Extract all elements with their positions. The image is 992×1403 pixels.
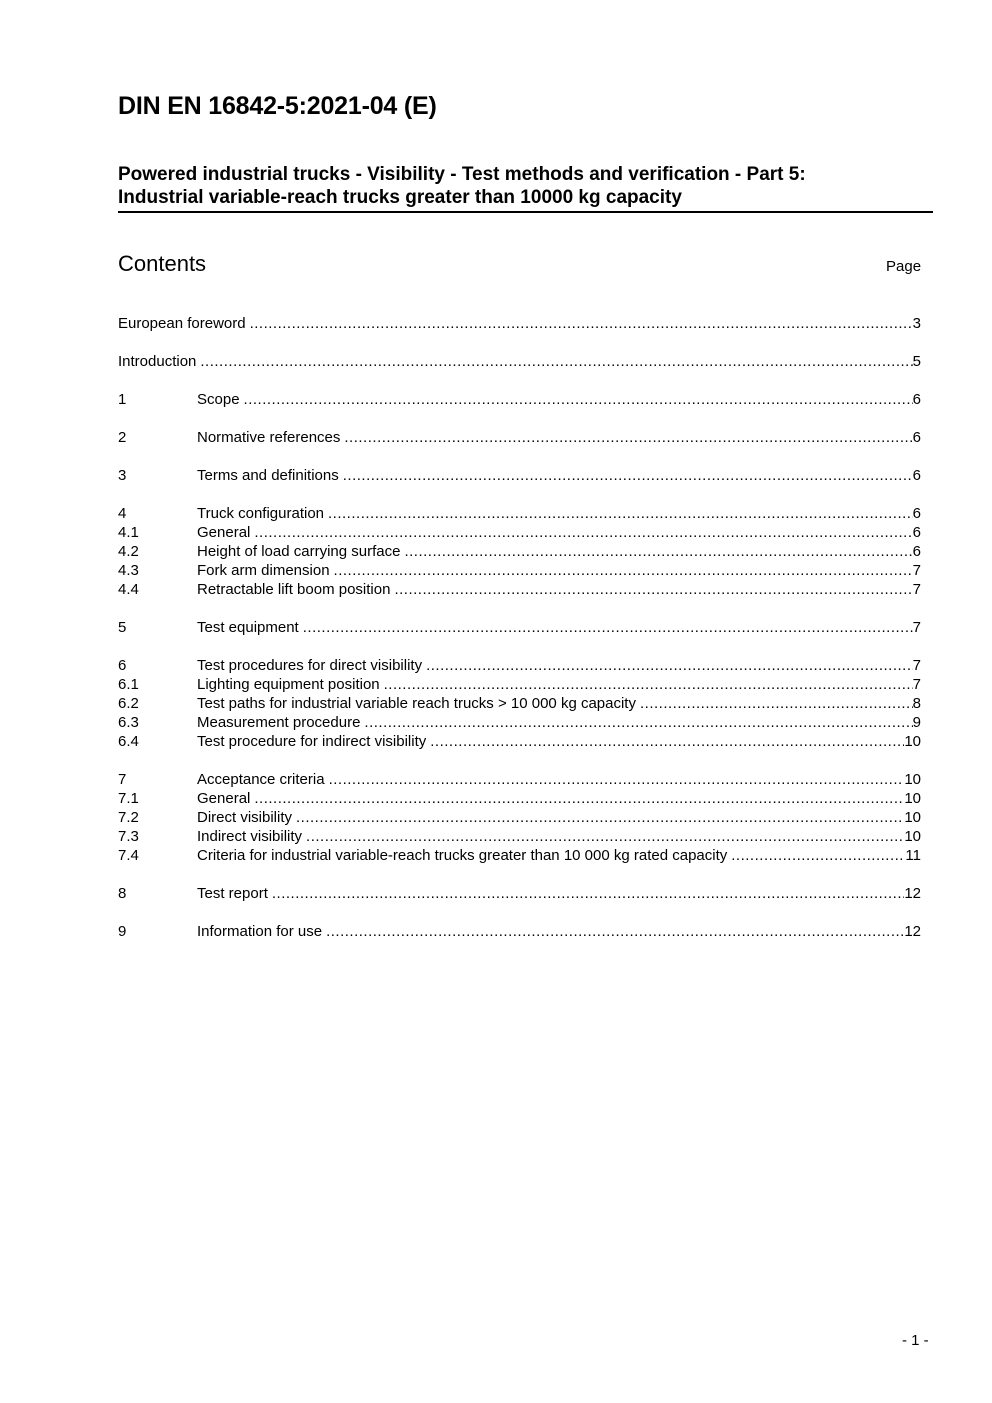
toc-entry-title: Terms and definitions xyxy=(197,467,339,484)
toc-entry[interactable] xyxy=(118,504,921,523)
toc-entry-number: 3 xyxy=(118,467,127,484)
toc-leader-dots xyxy=(200,352,912,371)
toc-entry-number: 2 xyxy=(118,429,127,446)
toc-entry-number: 7.4 xyxy=(118,847,139,864)
toc-entry[interactable] xyxy=(118,675,921,694)
toc-entry-title: Scope xyxy=(197,391,240,408)
toc-entry-page: 6 xyxy=(912,543,921,560)
toc-entry-number: 5 xyxy=(118,619,127,636)
toc-entry-title: Direct visibility xyxy=(197,809,293,826)
toc-entry-number: 1 xyxy=(118,391,127,408)
toc-entry[interactable] xyxy=(118,656,921,675)
toc-entry-number: 6.4 xyxy=(118,733,139,750)
toc-leader-dots xyxy=(343,466,913,485)
toc-leader-dots xyxy=(384,675,913,694)
toc-entry-number: 8 xyxy=(118,885,127,902)
toc-entry-title: Acceptance criteria xyxy=(197,771,325,788)
toc-leader-dots xyxy=(426,656,913,675)
toc-entry-title: Introduction xyxy=(118,353,197,370)
toc-entry[interactable] xyxy=(118,352,921,371)
toc-entry[interactable] xyxy=(118,428,921,447)
toc-leader-dots xyxy=(329,770,905,789)
toc-entry-page: 6 xyxy=(912,505,921,522)
toc-entry-page: 7 xyxy=(912,562,921,579)
toc-entry-page: 12 xyxy=(904,923,921,940)
toc-leader-dots xyxy=(364,713,912,732)
toc-entry[interactable] xyxy=(118,542,921,561)
toc-leader-dots xyxy=(250,314,913,333)
toc-leader-dots xyxy=(306,827,904,846)
toc-entry[interactable] xyxy=(118,390,921,409)
toc-entry[interactable] xyxy=(118,523,921,542)
toc-leader-dots xyxy=(404,542,912,561)
toc-entry-title: Measurement procedure xyxy=(197,714,361,731)
toc-leader-dots xyxy=(328,504,913,523)
toc-entry[interactable] xyxy=(118,922,921,941)
toc-leader-dots xyxy=(394,580,912,599)
toc-entry-number: 4.2 xyxy=(118,543,139,560)
contents-heading: Contents xyxy=(118,251,207,276)
toc-entry-number: 6.2 xyxy=(118,695,139,712)
toc-entry-page: 12 xyxy=(904,885,921,902)
toc-entry-page: 10 xyxy=(904,809,921,826)
toc-entry-number: 7.2 xyxy=(118,809,139,826)
toc-entry-page: 3 xyxy=(912,315,921,332)
toc-entry[interactable] xyxy=(118,846,921,865)
toc-entry[interactable] xyxy=(118,732,921,751)
toc-entry-title: Test procedures for direct visibility xyxy=(197,657,423,674)
toc-entry-number: 4.4 xyxy=(118,581,139,598)
toc-leader-dots xyxy=(272,884,904,903)
subtitle-line-1: Powered industrial trucks - Visibility - Test methods and verification - Part 5: xyxy=(118,164,806,185)
toc-entry-title: Retractable lift boom position xyxy=(197,581,391,598)
toc-leader-dots xyxy=(334,561,913,580)
toc-entry-page: 7 xyxy=(912,581,921,598)
toc-leader-dots xyxy=(254,789,904,808)
toc-entry-number: 4 xyxy=(118,505,127,522)
toc-entry-page: 8 xyxy=(912,695,921,712)
toc-entry-title: Information for use xyxy=(197,923,323,940)
toc-entry-number: 4.3 xyxy=(118,562,139,579)
toc-entry-title: Test equipment xyxy=(197,619,299,636)
table-of-contents xyxy=(118,314,921,941)
toc-entry-page: 10 xyxy=(904,828,921,845)
toc-entry-number: 4.1 xyxy=(118,524,139,541)
toc-entry-page: 5 xyxy=(912,353,921,370)
toc-entry-page: 7 xyxy=(912,657,921,674)
toc-leader-dots xyxy=(640,694,913,713)
toc-entry-title: Test procedure for indirect visibility xyxy=(197,733,427,750)
toc-leader-dots xyxy=(344,428,912,447)
toc-entry-number: 7.1 xyxy=(118,790,139,807)
toc-entry-page: 6 xyxy=(912,524,921,541)
toc-entry[interactable] xyxy=(118,694,921,713)
page-column-label: Page xyxy=(886,258,922,275)
toc-entry-title: Test paths for industrial variable reach trucks > 10 000 kg capacity xyxy=(197,695,636,712)
toc-entry-title: European foreword xyxy=(118,315,246,332)
toc-entry-title: Height of load carrying surface xyxy=(197,543,401,560)
toc-entry-page: 10 xyxy=(904,771,921,788)
toc-entry-number: 9 xyxy=(118,923,127,940)
toc-entry[interactable] xyxy=(118,466,921,485)
toc-entry-title: Normative references xyxy=(197,429,341,446)
toc-entry[interactable] xyxy=(118,770,921,789)
toc-leader-dots xyxy=(326,922,904,941)
toc-entry-number: 7 xyxy=(118,771,127,788)
toc-entry-number: 7.3 xyxy=(118,828,139,845)
toc-entry-page: 11 xyxy=(905,847,921,864)
toc-entry-number: 6.3 xyxy=(118,714,139,731)
toc-entry-title: Fork arm dimension xyxy=(197,562,330,579)
toc-entry[interactable] xyxy=(118,561,921,580)
toc-leader-dots xyxy=(254,523,912,542)
toc-leader-dots xyxy=(731,846,905,865)
toc-entry-title: Test report xyxy=(197,885,268,902)
toc-entry-page: 6 xyxy=(912,391,921,408)
toc-leader-dots xyxy=(296,808,904,827)
toc-leader-dots xyxy=(430,732,904,751)
toc-entry-title: General xyxy=(197,790,251,807)
toc-leader-dots xyxy=(303,618,913,637)
toc-entry[interactable] xyxy=(118,580,921,599)
toc-entry-page: 9 xyxy=(912,714,921,731)
toc-entry[interactable] xyxy=(118,713,921,732)
toc-entry-title: Truck configuration xyxy=(197,505,325,522)
toc-entry-title: General xyxy=(197,524,251,541)
toc-entry-number: 6.1 xyxy=(118,676,139,693)
toc-entry[interactable] xyxy=(118,884,921,903)
toc-entry-page: 7 xyxy=(912,676,921,693)
toc-entry-title: Indirect visibility xyxy=(197,828,303,845)
toc-entry-page: 6 xyxy=(912,429,921,446)
toc-entry-page: 6 xyxy=(912,467,921,484)
document-id: DIN EN 16842-5:2021-04 (E) xyxy=(118,92,437,120)
toc-entry[interactable] xyxy=(118,827,921,846)
toc-entry[interactable] xyxy=(118,618,921,637)
toc-entry-page: 7 xyxy=(912,619,921,636)
toc-entry-title: Lighting equipment position xyxy=(197,676,380,693)
document-subtitle xyxy=(118,163,933,213)
page-number: - 1 - xyxy=(902,1332,929,1349)
subtitle-line-2: Industrial variable-reach trucks greater than 10000 kg capacity xyxy=(118,187,682,208)
toc-entry[interactable] xyxy=(118,808,921,827)
toc-leader-dots xyxy=(244,390,913,409)
toc-entry-title: Criteria for industrial variable-reach trucks greater than 10 000 kg rated capacity xyxy=(197,847,728,864)
toc-entry-page: 10 xyxy=(904,790,921,807)
toc-entry-page: 10 xyxy=(904,733,921,750)
toc-entry[interactable] xyxy=(118,789,921,808)
toc-entry-number: 6 xyxy=(118,657,127,674)
toc-entry[interactable] xyxy=(118,314,921,333)
